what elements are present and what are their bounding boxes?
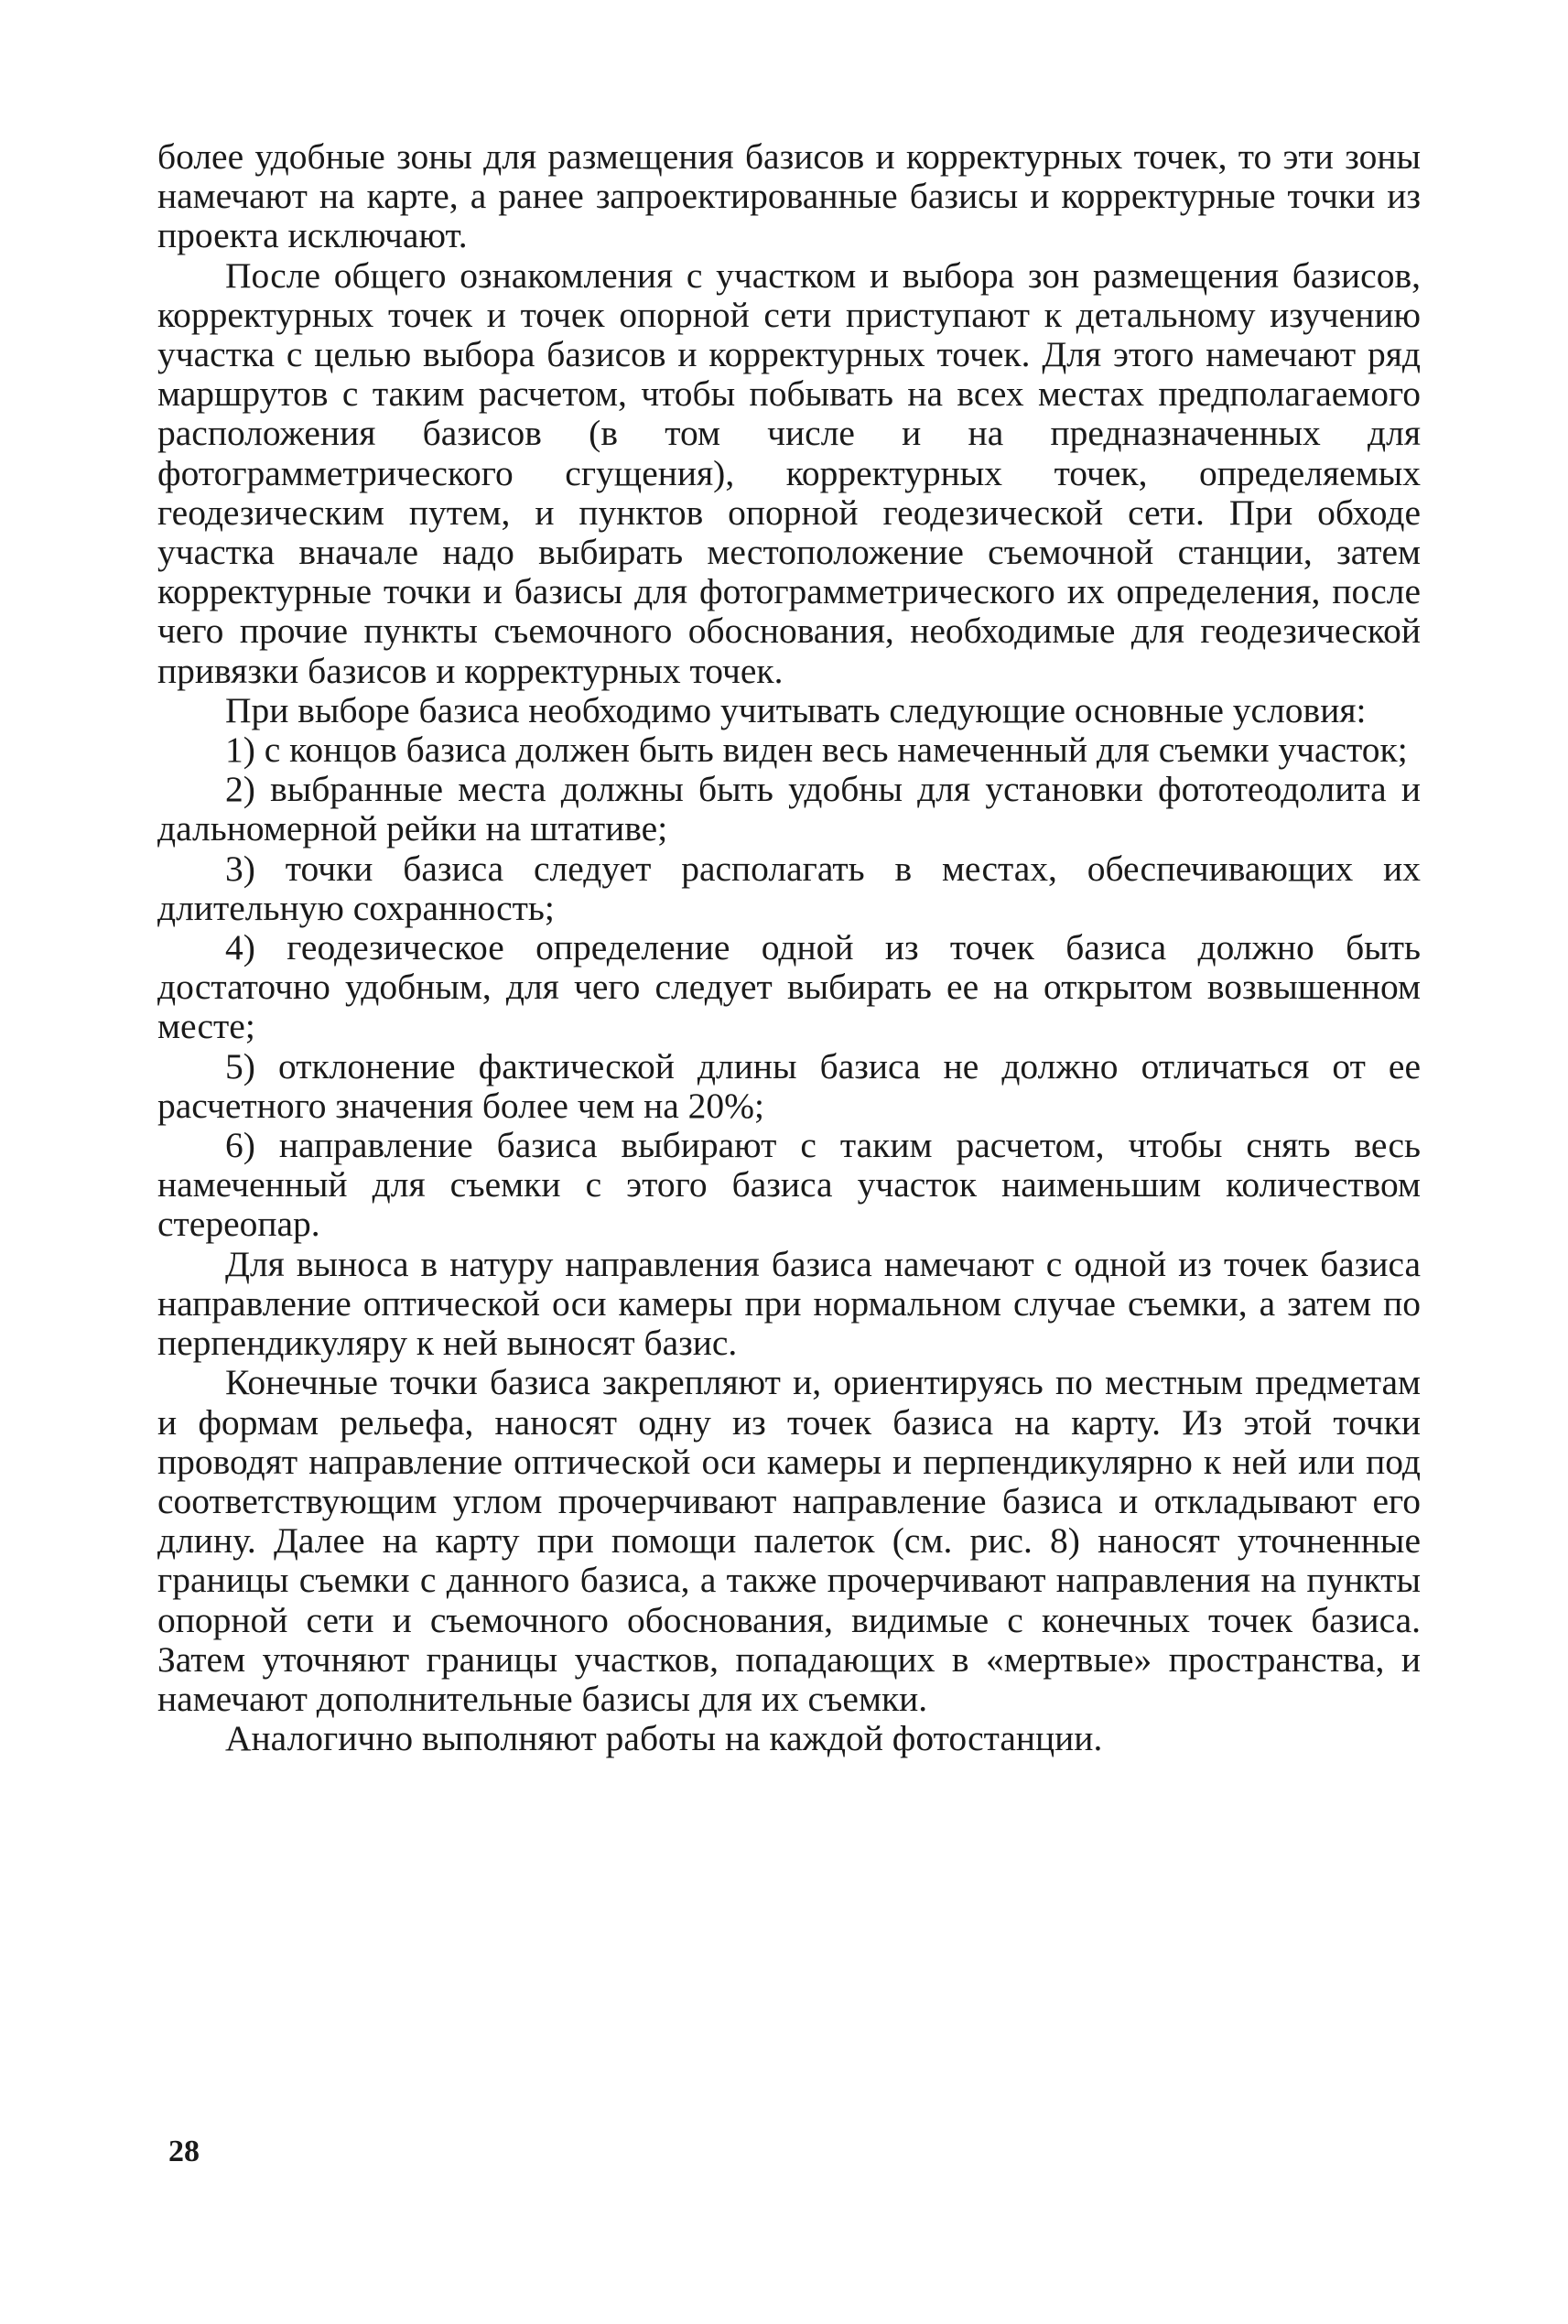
list-item-condition-1: 1) с концов базиса должен быть виден весь намеченный для съемки участок; xyxy=(225,730,1408,771)
paragraph-continued: более удобные зоны для размещения базисов и корректурных точек, то эти зоны намечают на карте, а ранее запроектированные базисы и корректурные точки из проекта исключают. xyxy=(157,136,1421,256)
list-item-condition-2: 2) выбранные места должны быть удобны для установки фототеодолита и дальномерной рейки на штативе; xyxy=(157,769,1421,849)
list-item-condition-3: 3) точки базиса следует располагать в местах, обеспечивающих их длительную сохранность; xyxy=(157,848,1421,928)
paragraph-basis-endpoints: Конечные точки базиса закрепляют и, ориентируясь по местным предметам и формам рельефа, наносят одну из точек базиса на карту. Из этой точки проводят направление оптической оси камеры и перпендикулярно к ней или под соответствующим углом прочерчивают направление базиса и откладывают его длину. Далее на карту при помощи палеток (см. рис. 8) наносят уточненные границы съемки с данного базиса, а также прочерчивают направления на пункты опорной сети и съемочного обоснования, видимые с конечных точек базиса. Затем уточняют границы участков, попадающих в «мертвые» пространства, и намечают дополнительные базисы для их съемки. xyxy=(157,1362,1421,1719)
paragraph-basis-direction: Для выноса в натуру направления базиса намечают с одной из точек базиса направление оптической оси камеры при нормальном случае съемки, а затем по перпендикуляру к ней выносят базис. xyxy=(157,1243,1421,1364)
paragraph-each-station: Аналогично выполняют работы на каждой фотостанции. xyxy=(225,1718,1103,1759)
page-number: 28 xyxy=(168,2135,200,2168)
paragraph-basis-conditions-intro: При выборе базиса необходимо учитывать следующие основные условия: xyxy=(225,689,1367,730)
list-item-condition-5: 5) отклонение фактической длины базиса не должно отличаться от ее расчетного значения более чем на 20%; xyxy=(157,1045,1421,1126)
paragraph-survey-routes: После общего ознакомления с участком и выбора зон размещения базисов, корректурных точек и точек опорной сети приступают к детальному изучению участка с целью выбора базисов и корректурных точек. Для этого намечают ряд маршрутов с таким расчетом, чтобы побывать на всех местах предполагаемого расположения базисов (в том числе и на предназначенных для фотограмметрического сгущения), корректурных точек, определяемых геодезическим путем, и пунктов опорной геодезической сети. При обходе участка вначале надо выбирать местоположение съемочной станции, затем корректурные точки и базисы для фотограмметрического их определения, после чего прочие пункты съемочного обоснования, необходимые для геодезической привязки базисов и корректурных точек. xyxy=(157,254,1421,691)
list-item-condition-6: 6) направление базиса выбирают с таким расчетом, чтобы снять весь намеченный для съемки с этого базиса участок наименьшим количеством стереопар. xyxy=(157,1125,1421,1245)
list-item-condition-4: 4) геодезическое определение одной из точек базиса должно быть достаточно удобным, для чего следует выбирать ее на открытом возвышенном месте; xyxy=(157,927,1421,1047)
page-body xyxy=(157,137,1421,1758)
